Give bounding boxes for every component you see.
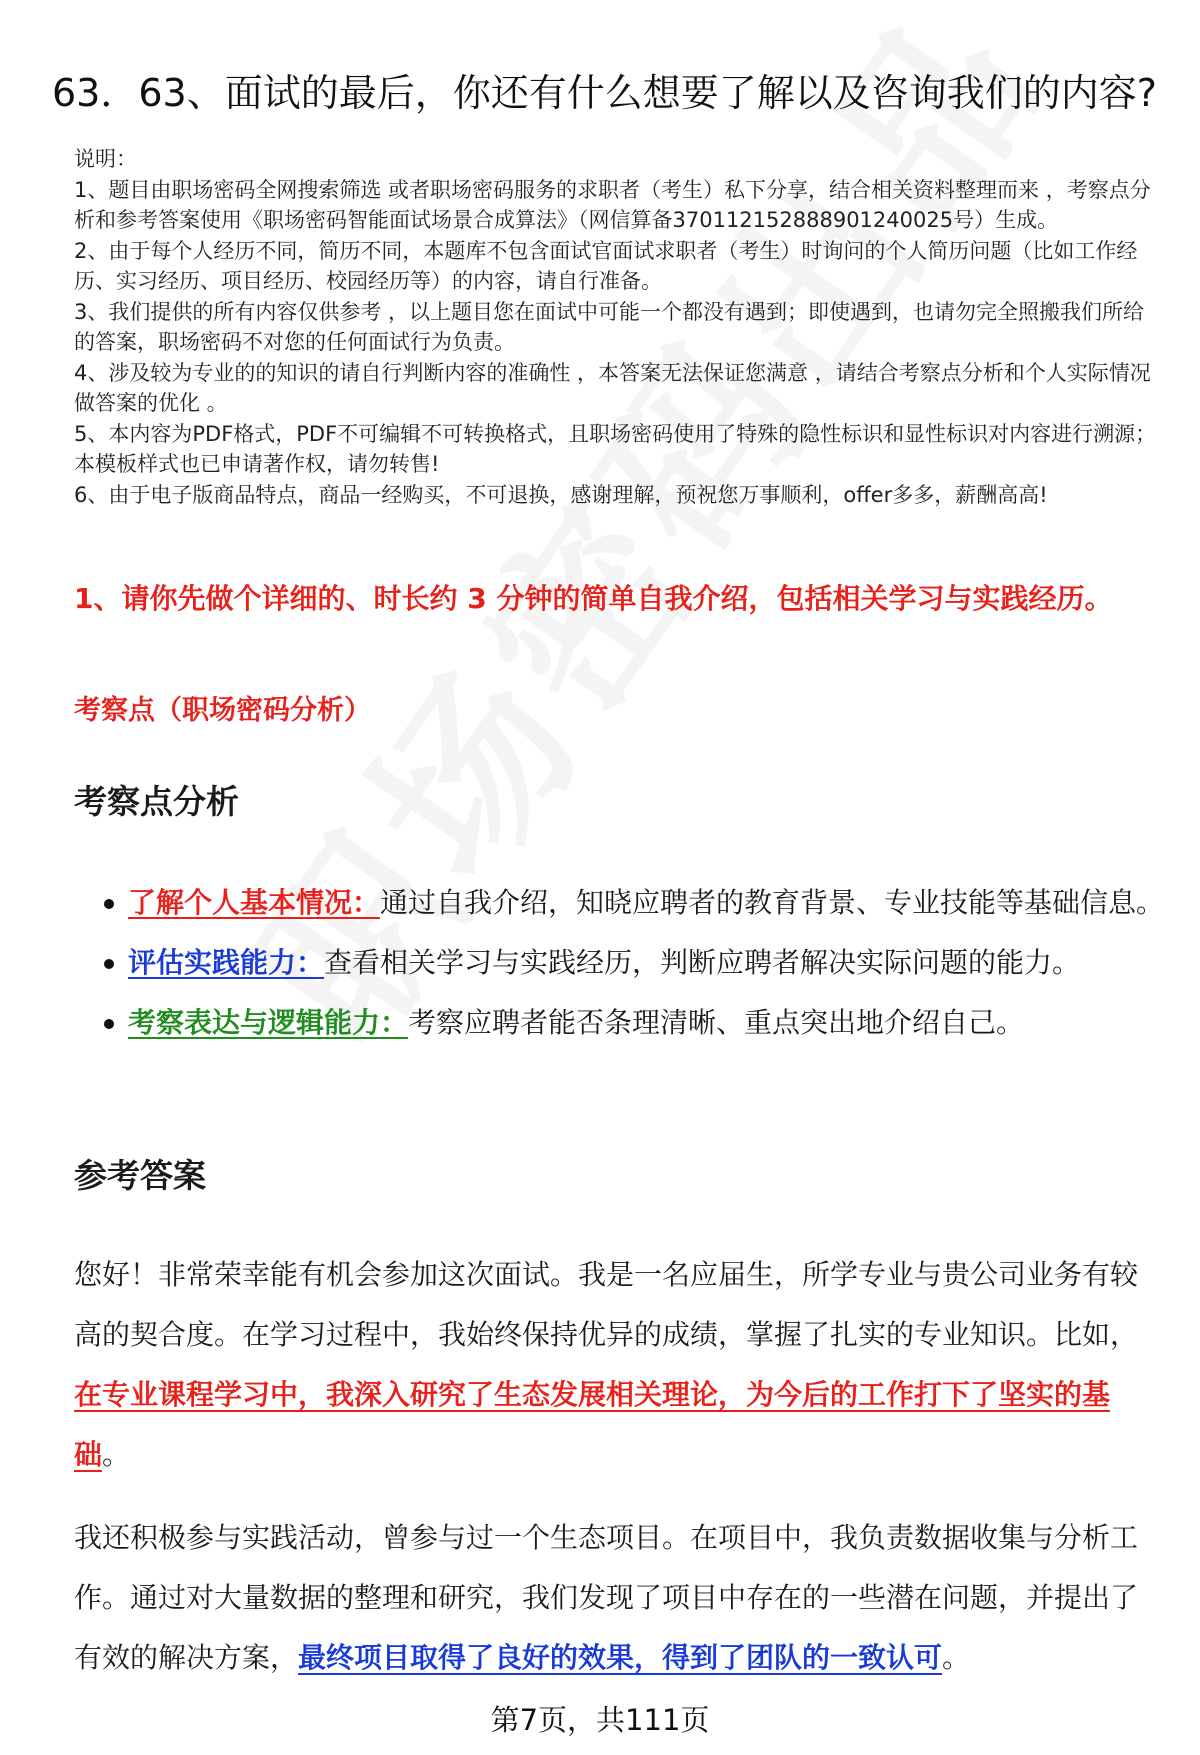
answer-paragraph xyxy=(74,1245,1144,1485)
analysis-point-text: 通过自我介绍，知晓应聘者的教育背景、专业技能等基础信息。 xyxy=(380,886,1165,919)
analysis-point-text: 考察应聘者能否条理清晰、重点突出地介绍自己。 xyxy=(408,1006,1025,1039)
analysis-point-text: 查看相关学习与实践经历，判断应聘者解决实际问题的能力。 xyxy=(324,946,1081,979)
answer-highlight: 在专业课程学习中，我深入研究了生态发展相关理论，为今后的工作打下了坚实的基础 xyxy=(74,1378,1111,1471)
analysis-heading: 考察点分析 xyxy=(74,782,239,821)
notes-item: 1、题目由职场密码全网搜索筛选 或者职场密码服务的求职者（考生）私下分享，结合相关资料整理而来 ，考察点分析和参考答案使用《职场密码智能面试场景合成算法》（网信算备370112152888901240025号）生成。 xyxy=(74,177,1151,232)
notes-item: 2、由于每个人经历不同，简历不同，本题库不包含面试官面试求职者（考生）时询问的个人简历问题（比如工作经历、实习经历、项目经历、校园经历等）的内容，请自行准备。 xyxy=(74,238,1138,293)
page-number: 第7页，共111页 xyxy=(490,1703,710,1737)
interview-question: 1、请你先做个详细的、时长约 3 分钟的简单自我介绍，包括相关学习与实践经历。 xyxy=(74,582,1113,615)
analysis-point-label: 了解个人基本情况： xyxy=(128,886,381,919)
kaochadian-label: 考察点（职场密码分析） xyxy=(74,695,371,726)
answer-paragraph xyxy=(74,1508,1144,1688)
notes-item: 4、涉及较为专业的的知识的请自行判断内容的准确性 ，本答案无法保证您满意 ，请结合考察点分析和个人实际情况做答案的优化 。 xyxy=(74,360,1151,415)
answer-text-end: 。 xyxy=(942,1641,971,1674)
analysis-point xyxy=(128,873,1168,933)
notes-item: 3、我们提供的所有内容仅供参考 ，以上题目您在面试中可能一个都没有遇到；即使遇到，也请勿完全照搬我们所给的答案，职场密码不对您的任何面试行为负责。 xyxy=(74,299,1145,354)
analysis-point-label: 评估实践能力： xyxy=(128,946,325,979)
answer-highlight: 最终项目取得了良好的效果，得到了团队的一致认可 xyxy=(298,1641,943,1674)
analysis-points xyxy=(100,873,1168,1053)
answer-heading: 参考答案 xyxy=(74,1156,206,1195)
answer-text: 您好！非常荣幸能有机会参加这次面试。我是一名应届生，所学专业与贵公司业务有较高的契合度。在学习过程中，我始终保持优异的成绩，掌握了扎实的专业知识。比如， xyxy=(74,1258,1139,1351)
notes-item: 5、本内容为PDF格式，PDF不可编辑不可转换格式，且职场密码使用了特殊的隐性标识和显性标识对内容进行溯源；本模板样式也已申请著作权，请勿转售! xyxy=(74,421,1157,476)
notes-heading: 说明： xyxy=(74,147,137,171)
answer-text-end: 。 xyxy=(102,1438,131,1471)
notes-section xyxy=(74,144,1158,510)
analysis-point xyxy=(128,993,1168,1053)
answer-text: 我还积极参与实践活动，曾参与过一个生态项目。在项目中，我负责数据收集与分析工作。通过对大量数据的整理和研究，我们发现了项目中存在的一些潜在问题，并提出了有效的解决方案， xyxy=(74,1521,1139,1674)
page-title: 63．63、面试的最后，你还有什么想要了解以及咨询我们的内容? xyxy=(52,71,1157,115)
notes-item: 6、由于电子版商品特点，商品一经购买，不可退换，感谢理解，预祝您万事顺利，offer多多，薪酬高高! xyxy=(74,482,1048,507)
analysis-point-label: 考察表达与逻辑能力： xyxy=(128,1006,409,1039)
analysis-point xyxy=(128,933,1168,993)
